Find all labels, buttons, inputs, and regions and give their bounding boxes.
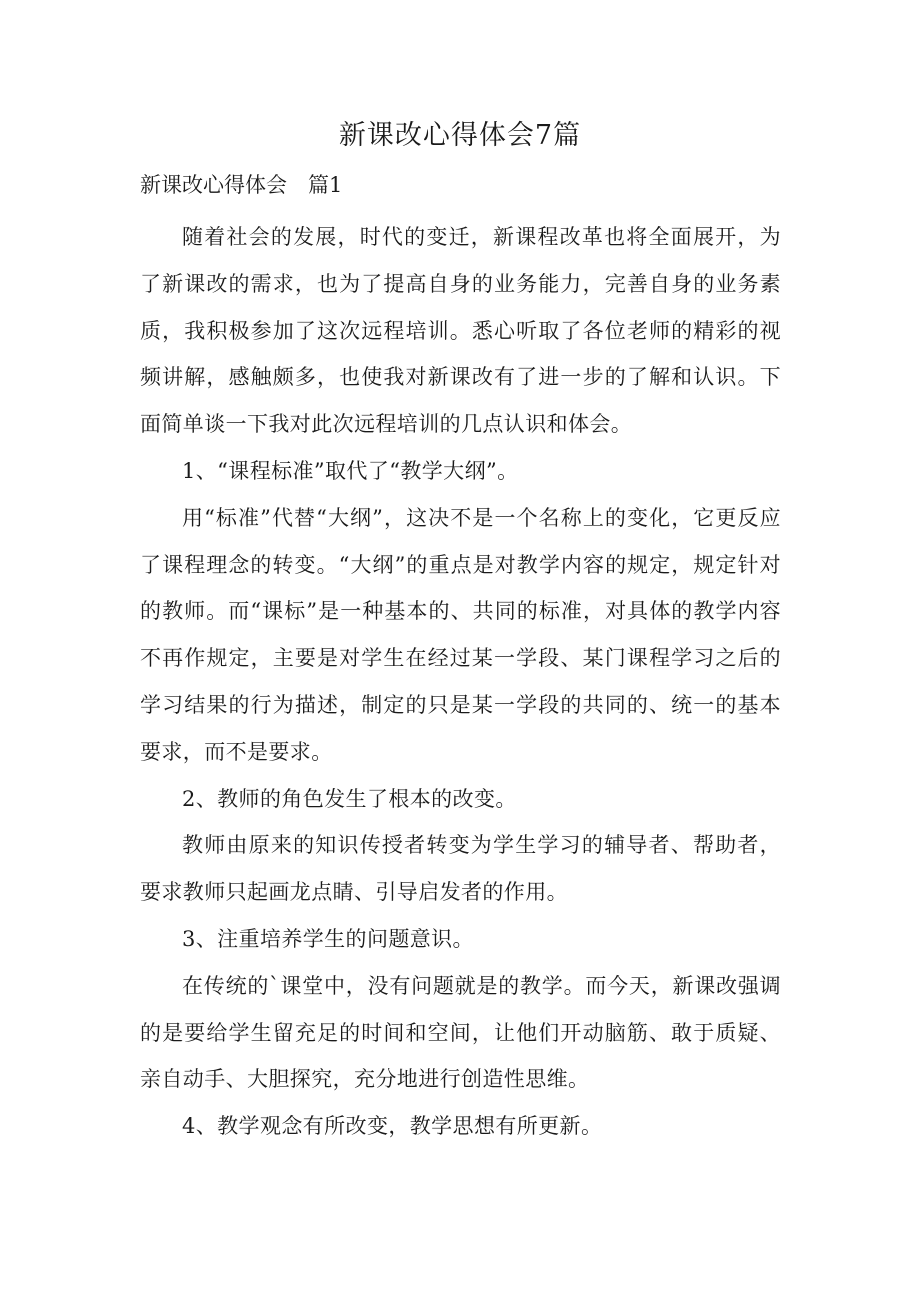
point-heading-1: 1、“课程标准”取代了“教学大纲”。 [182, 458, 519, 483]
paragraph-intro: 随着社会的发展，时代的变迁，新课程改革也将全面展开，为了新课改的需求，也为了提高自身的业务能力，完善自身的业务素质，我积极参加了这次远程培训。悉心听取了各位老师的精彩的视频讲解，感触颇多，也使我对新课改有了进一步的了解和认识。下面简单谈一下我对此次远程培训的几点认识和体会。 [140, 225, 781, 437]
document-title: 新课改心得体会7篇 [338, 120, 582, 151]
paragraph-point-3: 在传统的`课堂中，没有问题就是的教学。而今天，新课改强调的是要给学生留充足的时间和空间，让他们开动脑筋、敢于质疑、亲自动手、大胆探究，充分地进行创造性思维。 [140, 973, 781, 1092]
section-heading: 新课改心得体会 篇1 [140, 173, 343, 197]
point-heading-3: 3、注重培养学生的问题意识。 [182, 926, 474, 951]
point-heading-4: 4、教学观念有所改变，教学思想有所更新。 [182, 1114, 603, 1139]
paragraph-point-2: 教师由原来的知识传授者转变为学生学习的辅导者、帮助者，要求教师只起画龙点睛、引导启发者的作用。 [140, 833, 781, 905]
document-body [140, 214, 781, 1150]
point-heading-2: 2、教师的角色发生了根本的改变。 [182, 786, 517, 811]
paragraph-point-1: 用“标准”代替“大纲”，这决不是一个名称上的变化，它更反应了课程理念的转变。“大纲”的重点是对教学内容的规定，规定针对的教师。而“课标”是一种基本的、共同的标准，对具体的教学内容不再作规定，主要是对学生在经过某一学段、某门课程学习之后的学习结果的行为描述，制定的只是某一学段的共同的、统一的基本要求，而不是要求。 [140, 505, 781, 764]
